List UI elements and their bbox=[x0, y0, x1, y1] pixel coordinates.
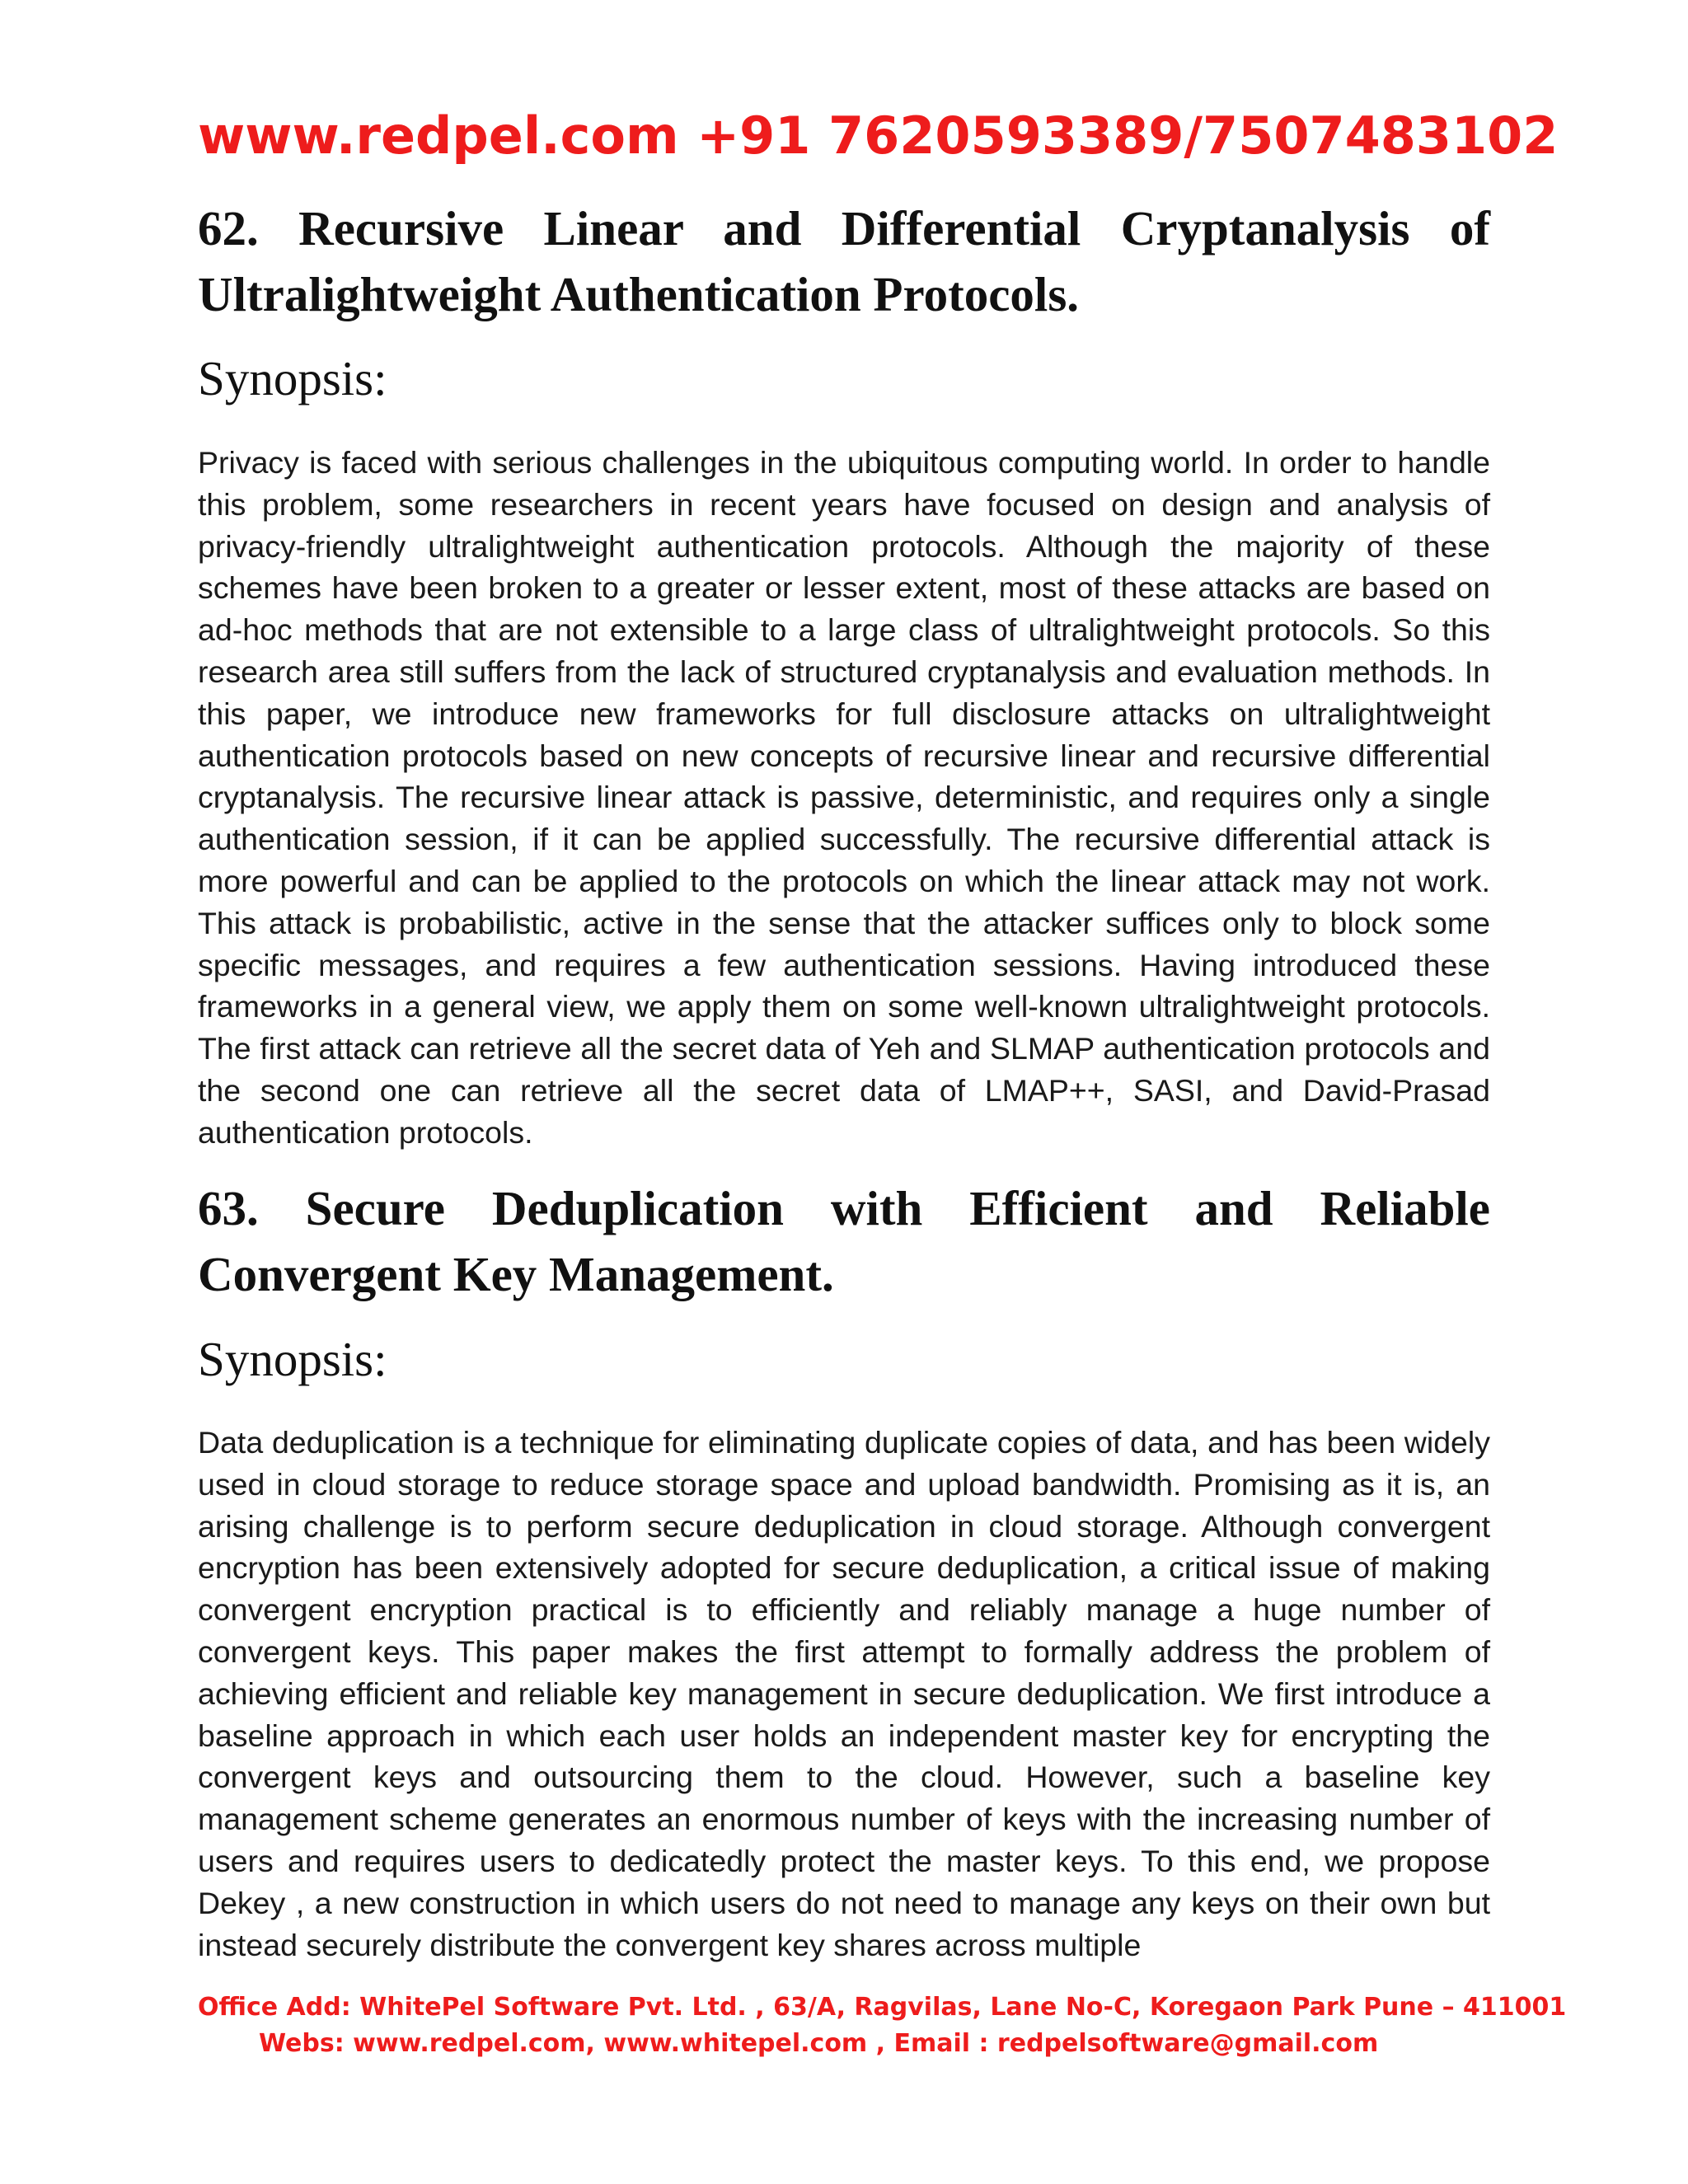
section-63-synopsis-label: Synopsis: bbox=[198, 1332, 387, 1386]
section-62-synopsis-text: Privacy is faced with serious challenges in the ubiquitous computing world. In order to handle this problem, some researchers in recent years have focused on design and analysis of privacy-friendly ultralightweight authentication protocols. Although the majority of these schemes have been broken to a greater or lesser extent, most of these attacks are based on ad-hoc methods that are not extensible to a large class of ultralightweight protocols. So this research area still suffers from the lack of structured cryptanalysis and evaluation methods. In this paper, we introduce new frameworks for full disclosure attacks on ultralightweight authentication protocols based on new concepts of recursive linear and recursive differential cryptanalysis. The recursive linear attack is passive, deterministic, and requires only a single authentication session, if it can be applied successfully. The recursive differential attack is more powerful and can be applied to the protocols on which the linear attack may not work. This attack is probabilistic, active in the sense that the attacker suffices only to block some specific messages, and requires a few authentication sessions. Having introduced these frameworks in a general view, we apply them on some well-known ultralightweight protocols. The first attack can retrieve all the secret data of Yeh and SLMAP authentication protocols and the second one can retrieve all the secret data of LMAP++, SASI, and David-Prasad authentication protocols. bbox=[198, 445, 1490, 1150]
footer-office-address: Office Add: WhitePel Software Pvt. Ltd. , 63/A, Ragvilas, Lane No-C, Koregaon Park Pune – 411001 bbox=[198, 1993, 1567, 2022]
section-63-title: 63. Secure Deduplication with Efficient and Reliable Convergent Key Management. bbox=[198, 1181, 1490, 1301]
footer-websites-email: Webs: www.redpel.com, www.whitepel.com , Email : redpelsoftware@gmail.com bbox=[259, 2029, 1379, 2058]
section-63-synopsis-text: Data deduplication is a technique for eliminating duplicate copies of data, and has been widely used in cloud storage to reduce storage space and upload bandwidth. Promising as it is, an arising challenge is to perform secure deduplication in cloud storage. Although convergent encryption has been extensively adopted for secure deduplication, a critical issue of making convergent encryption practical is to efficiently and reliably manage a huge number of convergent keys. This paper makes the first attempt to formally address the problem of achieving efficient and reliable key management in secure deduplication. We first introduce a baseline approach in which each user holds an independent master key for encrypting the convergent keys and outsourcing them to the cloud. However, such a baseline key management scheme generates an enormous number of keys with the increasing number of users and requires users to dedicatedly protect the master keys. To this end, we propose Dekey , a new construction in which users do not need to manage any keys on their own but instead securely distribute the convergent key shares across multiple bbox=[198, 1425, 1490, 1962]
section-62-title: 62. Recursive Linear and Differential Cryptanalysis of Ultralightweight Authentication Protocols. bbox=[198, 201, 1490, 321]
section-62-synopsis-label: Synopsis: bbox=[198, 351, 387, 405]
header-contact-line: www.redpel.com +91 7620593389/7507483102 bbox=[198, 105, 1559, 166]
